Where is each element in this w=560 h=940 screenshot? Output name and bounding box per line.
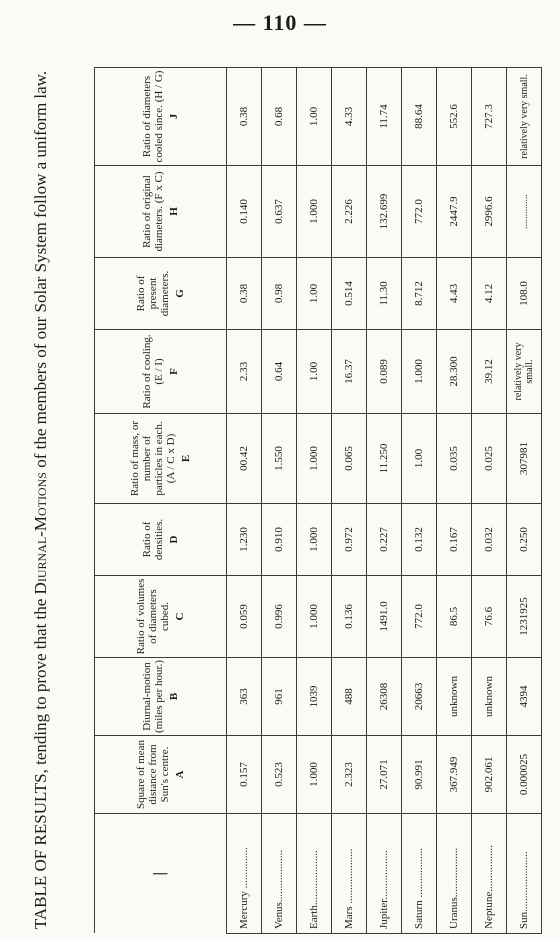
rotated-table-block [30,60,550,940]
column-letter: C [174,612,186,621]
value-cell-d: 0.167 [437,504,472,576]
value-cell-c: 1491.0 [367,576,402,658]
column-header-text: Ratio of present diameters. [135,270,171,317]
value-cell-b: unknown [437,658,472,736]
body-name-cell: Venus................... [262,814,297,934]
value-cell-j: 11.74 [367,68,402,166]
value-cell-j: 0.38 [227,68,262,166]
value-cell-d: 0.032 [472,504,507,576]
value-cell-a: 1.000 [297,736,332,814]
value-cell-j: 4.33 [332,68,367,166]
value-cell-b: 488 [332,658,367,736]
page-number [0,10,560,36]
table-row [297,68,332,934]
table-row [367,68,402,934]
value-cell-h: 1.000 [297,166,332,258]
value-cell-j: 0.68 [262,68,297,166]
value-cell-b: unknown [472,658,507,736]
value-cell-a: 90.991 [402,736,437,814]
value-cell-a: 2.323 [332,736,367,814]
value-cell-j: 727.3 [472,68,507,166]
column-letter: A [174,770,186,779]
column-header-j [95,68,227,166]
value-cell-c: 772.0 [402,576,437,658]
column-header-h [95,166,227,258]
value-cell-c: 0.136 [332,576,367,658]
body-name-cell: Mars .................... [332,814,367,934]
column-header-e [95,414,227,504]
value-cell-g: 11.30 [367,258,402,330]
column-header-text: Square of mean distance from Sun's centre. [135,739,171,810]
value-cell-g: 1.00 [297,258,332,330]
value-cell-b: 20663 [402,658,437,736]
column-header-c [95,576,227,658]
value-cell-h: 0.637 [262,166,297,258]
table-row [437,68,472,934]
column-header-g [95,258,227,330]
caption-part1: TABLE OF RESULTS, tending to prove that the [31,594,50,930]
value-cell-g: 4.12 [472,258,507,330]
value-cell-e: 1.00 [402,414,437,504]
body-name-cell: Mercury ............... [227,814,262,934]
value-cell-f: relatively very small. [507,330,542,414]
value-cell-e: 1.550 [262,414,297,504]
column-header-d [95,504,227,576]
value-cell-a: 902.061 [472,736,507,814]
column-letter: J [168,113,180,120]
table-row [227,68,262,934]
value-cell-d: 0.972 [332,504,367,576]
body-name-cell: Uranus.................. [437,814,472,934]
value-cell-f: 39.12 [472,330,507,414]
value-cell-f: 2.33 [227,330,262,414]
value-cell-e: 1.000 [297,414,332,504]
column-letter: D [168,535,180,544]
value-cell-b: 961 [262,658,297,736]
value-cell-f: 1.00 [297,330,332,414]
value-cell-h: 772.0 [402,166,437,258]
column-letter: F [168,368,180,375]
column-header-text: Ratio of mass, or number of particles in each. (A / C x D) [129,420,177,497]
column-letter: H [168,207,180,216]
body-name-cell: Neptune................. [472,814,507,934]
value-cell-f: 16.37 [332,330,367,414]
value-cell-e: 11.250 [367,414,402,504]
value-cell-d: 0.250 [507,504,542,576]
table-body [227,68,542,934]
value-cell-e: 00.42 [227,414,262,504]
value-cell-c: 1231925 [507,576,542,658]
value-cell-d: 1.000 [297,504,332,576]
table-row [507,68,542,934]
table-caption [30,60,90,940]
value-cell-e: 0.025 [472,414,507,504]
value-cell-c: 86.5 [437,576,472,658]
value-cell-j: 552.6 [437,68,472,166]
page-number-dash-right: — [303,10,327,35]
caption-part2: of the members of our Solar System follow a uniform law. [31,70,50,473]
value-cell-h: 132.699 [367,166,402,258]
column-header-text: Ratio of original diameters. (F x C) [141,171,165,252]
value-cell-a: 0.523 [262,736,297,814]
body-name-cell: Jupiter.................. [367,814,402,934]
value-cell-a: 27.071 [367,736,402,814]
column-letter: B [168,692,180,701]
value-cell-c: 0.996 [262,576,297,658]
value-cell-h: 2447.9 [437,166,472,258]
value-cell-c: 0.059 [227,576,262,658]
value-cell-f: 28.300 [437,330,472,414]
column-letter: E [180,454,192,463]
column-header-a [95,736,227,814]
column-header-text: Ratio of densities. [141,518,165,561]
value-cell-c: 76.6 [472,576,507,658]
value-cell-g: 108.0 [507,258,542,330]
results-table [94,67,542,934]
value-cell-d: 1.230 [227,504,262,576]
value-cell-f: 0.64 [262,330,297,414]
value-cell-h: 0.140 [227,166,262,258]
value-cell-g: 4.43 [437,258,472,330]
value-cell-d: 0.227 [367,504,402,576]
header-row [95,68,227,934]
column-header-f [95,330,227,414]
table-row [472,68,507,934]
value-cell-c: 1.000 [297,576,332,658]
body-name-cell: Sun...................... [507,814,542,934]
value-cell-g: 0.98 [262,258,297,330]
value-cell-h: 2.226 [332,166,367,258]
value-cell-e: 0.065 [332,414,367,504]
page-number-value: 110 [262,10,298,35]
value-cell-a: 0.157 [227,736,262,814]
value-cell-h: 2996.6 [472,166,507,258]
value-cell-g: 0.38 [227,258,262,330]
table-row [402,68,437,934]
value-cell-d: 0.910 [262,504,297,576]
name-column-header: | [95,814,227,934]
value-cell-j: 1.00 [297,68,332,166]
column-header-text: Ratio of diameters cooled since. (H / G) [141,70,165,163]
value-cell-j: 88.64 [402,68,437,166]
value-cell-e: 0.035 [437,414,472,504]
value-cell-f: 0.089 [367,330,402,414]
value-cell-a: 0.000025 [507,736,542,814]
value-cell-j: relatively very small. [507,68,542,166]
table-row [262,68,297,934]
page-number-dash-left: — [233,10,257,35]
table-row [332,68,367,934]
value-cell-g: 0.514 [332,258,367,330]
body-name-cell: Saturn .................. [402,814,437,934]
value-cell-a: 367.949 [437,736,472,814]
value-cell-e: 307981 [507,414,542,504]
value-cell-b: 1039 [297,658,332,736]
value-cell-b: 4394 [507,658,542,736]
value-cell-d: 0.132 [402,504,437,576]
value-cell-b: 26308 [367,658,402,736]
value-cell-b: 363 [227,658,262,736]
column-header-text: Ratio of volumes of diameters cubed. [135,578,171,655]
column-header-text: Ratio of cooling. (E / I) [141,334,165,409]
column-header-b [95,658,227,736]
column-header-text: Diurnal-motion (miles per hour.) [141,659,165,733]
value-cell-g: 8.712 [402,258,437,330]
value-cell-f: 1.000 [402,330,437,414]
column-letter: G [174,289,186,298]
value-cell-h: .............. [507,166,542,258]
caption-diurnal: Diurnal-Motions [31,472,50,595]
body-name-cell: Earth.................... [297,814,332,934]
